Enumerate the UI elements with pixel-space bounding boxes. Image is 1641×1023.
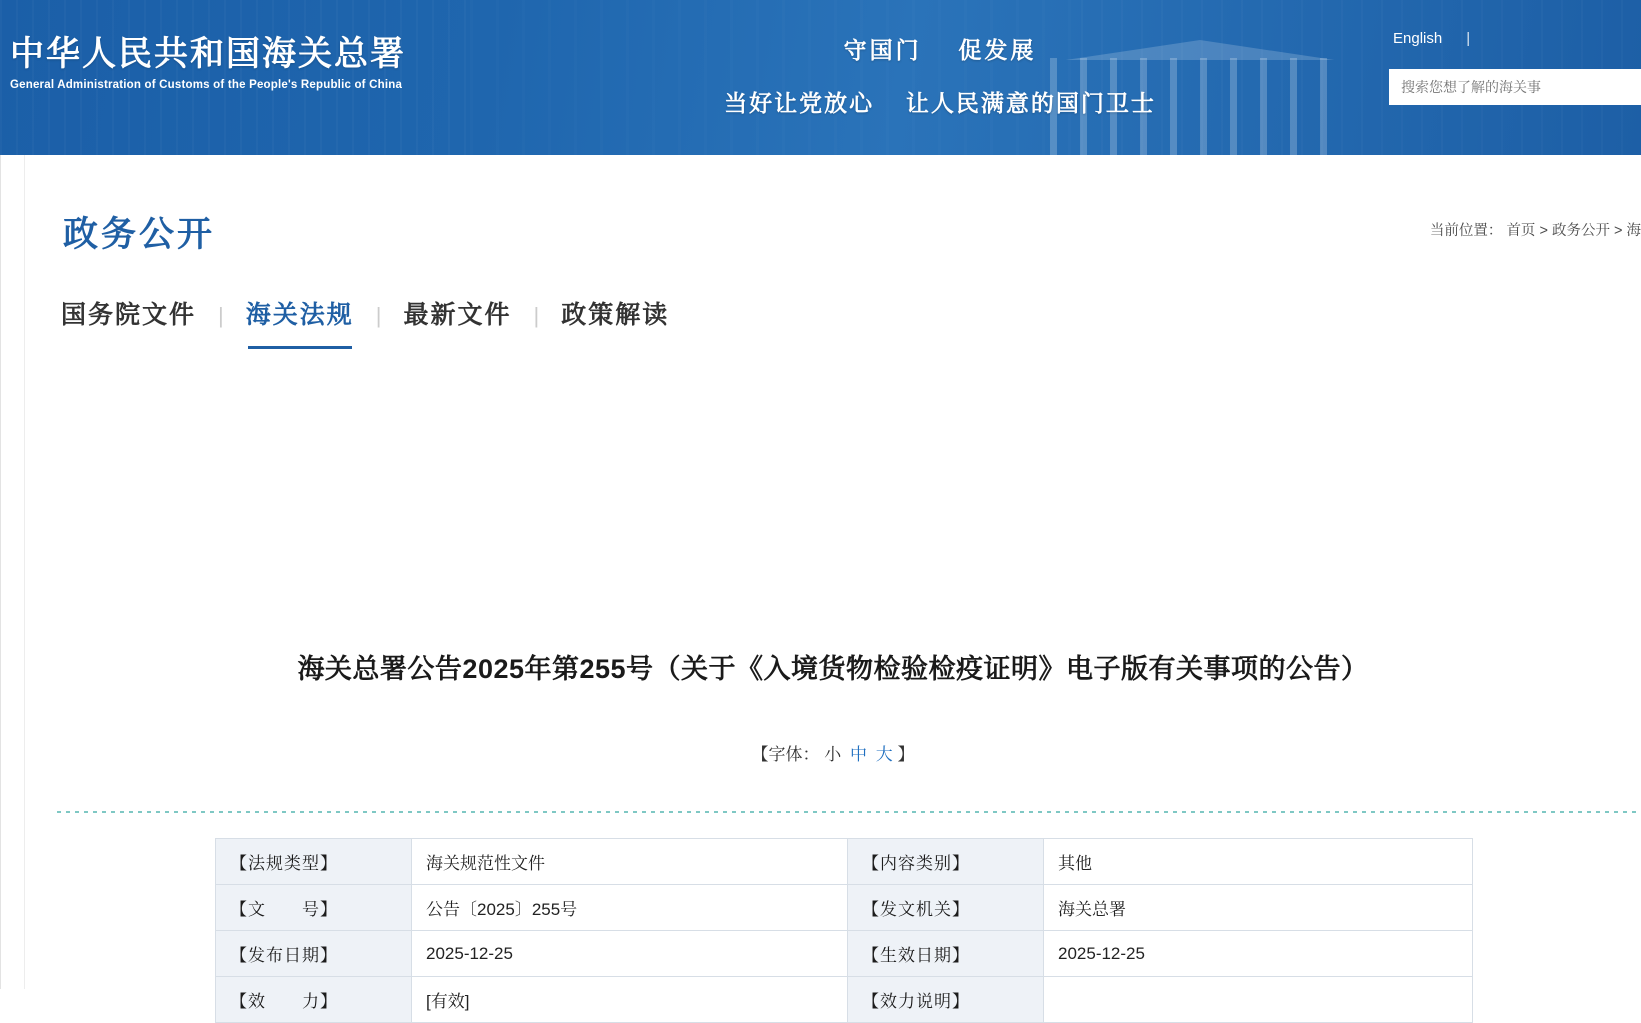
left-inner-rule [24, 155, 25, 989]
meta-value-publish-date: 2025-12-25 [412, 931, 848, 977]
table-row [216, 839, 1473, 885]
language-row [1381, 30, 1641, 47]
tab-separator-3: | [533, 303, 539, 341]
breadcrumb-separator-1: > [1539, 223, 1552, 239]
meta-value-issuing-authority: 海关总署 [1044, 885, 1473, 931]
site-logo[interactable] [10, 36, 406, 91]
meta-label-effective-date: 【生效日期】 [848, 931, 1044, 977]
meta-label-document-number: 【文 号】 [216, 885, 412, 931]
meta-value-content-category: 其他 [1044, 839, 1473, 885]
tab-customs-regulations[interactable]: 海关法规 [246, 295, 354, 341]
table-row [216, 885, 1473, 931]
slogan-line-2 [640, 85, 1240, 118]
table-row [216, 931, 1473, 977]
language-switch-english[interactable]: English [1393, 30, 1442, 47]
dotted-divider [57, 811, 1641, 813]
header-utility-area [1381, 30, 1641, 105]
meta-label-validity-note: 【效力说明】 [848, 977, 1044, 1023]
document-metadata-table [215, 838, 1473, 1023]
language-separator: | [1466, 30, 1470, 47]
search-box[interactable] [1389, 69, 1641, 105]
font-size-prefix: 【字体： [752, 745, 820, 764]
font-size-small-button[interactable]: 小 [824, 745, 841, 764]
document-title: 海关总署公告2025年第255号（关于《入境货物检验检疫证明》电子版有关事项的公告） [25, 647, 1641, 686]
meta-label-publish-date: 【发布日期】 [216, 931, 412, 977]
breadcrumb-item-level3[interactable]: 海 [1627, 223, 1641, 239]
slogan-line-2-part-1: 当好让党放心 [724, 91, 874, 116]
breadcrumb-prefix: 当前位置： [1430, 223, 1503, 239]
font-size-large-button[interactable]: 大 [876, 745, 893, 764]
tab-latest-documents[interactable]: 最新文件 [403, 295, 511, 341]
meta-label-validity: 【效 力】 [216, 977, 412, 1023]
breadcrumb-separator-2: > [1614, 223, 1627, 239]
font-size-suffix: 】 [897, 745, 914, 764]
left-border-rule [0, 155, 1, 989]
category-tabs [61, 295, 669, 341]
breadcrumb-item-home[interactable]: 首页 [1506, 223, 1535, 239]
tab-policy-interpretation[interactable]: 政策解读 [561, 295, 669, 341]
meta-label-issuing-authority: 【发文机关】 [848, 885, 1044, 931]
slogan-line-1 [640, 32, 1240, 65]
slogan-line-1-part-1: 守国门 [844, 38, 922, 63]
tab-state-council-documents[interactable]: 国务院文件 [61, 295, 196, 341]
slogan-line-2-part-2: 让人民满意的国门卫士 [906, 91, 1156, 116]
page-title: 政务公开 [63, 207, 215, 257]
tab-separator-1: | [218, 303, 224, 341]
meta-label-regulation-type: 【法规类型】 [216, 839, 412, 885]
table-row [216, 977, 1473, 1023]
meta-label-content-category: 【内容类别】 [848, 839, 1044, 885]
site-logo-chinese: 中华人民共和国海关总署 [10, 36, 406, 73]
search-input[interactable] [1399, 78, 1631, 96]
header-slogan [640, 32, 1240, 118]
meta-value-validity-note [1044, 977, 1473, 1023]
page-body [0, 155, 1641, 989]
meta-value-document-number: 公告〔2025〕255号 [412, 885, 848, 931]
site-header [0, 0, 1641, 155]
meta-value-effective-date: 2025-12-25 [1044, 931, 1473, 977]
breadcrumb [1430, 219, 1641, 240]
font-size-medium-button[interactable]: 中 [850, 745, 867, 764]
breadcrumb-item-level2[interactable]: 政务公开 [1552, 223, 1610, 239]
meta-value-regulation-type: 海关规范性文件 [412, 839, 848, 885]
slogan-line-1-part-2: 促发展 [958, 38, 1036, 63]
tab-separator-2: | [376, 303, 382, 341]
meta-value-validity: [有效] [412, 977, 848, 1023]
site-logo-english: General Administration of Customs of the People's Republic of China [10, 79, 406, 91]
font-size-control [25, 740, 1641, 765]
